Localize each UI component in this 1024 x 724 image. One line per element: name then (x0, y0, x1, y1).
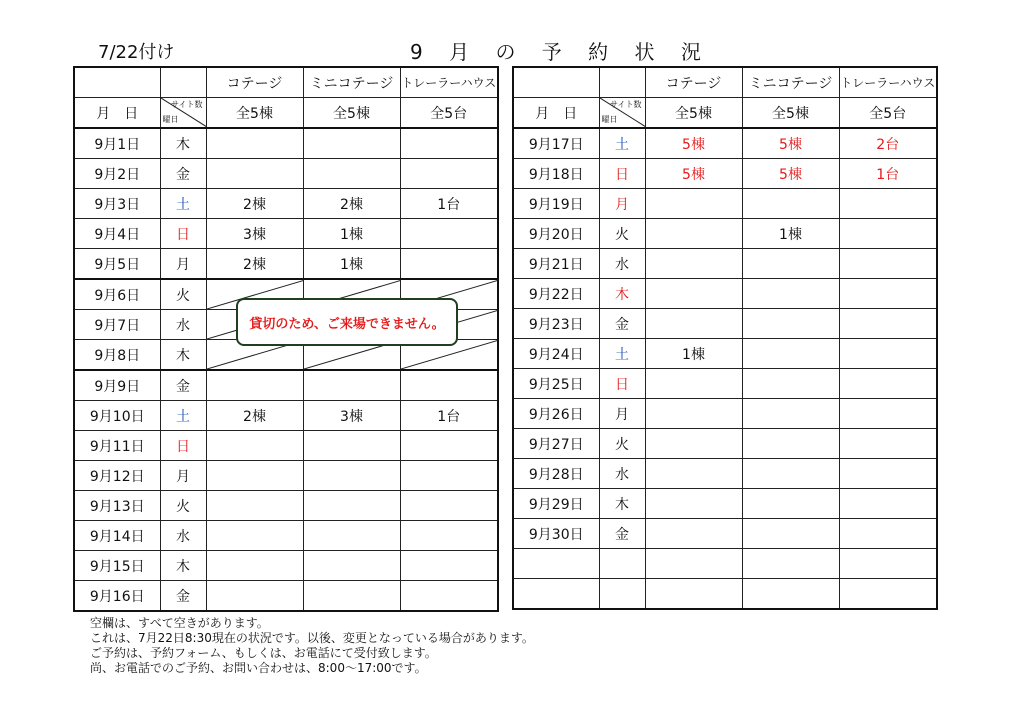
cottage-cell (645, 549, 742, 579)
table-row (74, 128, 498, 159)
weekday-cell: 水 (160, 521, 206, 551)
capacity-mini-cottage: 全5棟 (742, 98, 839, 129)
cottage-cell (645, 189, 742, 219)
weekday-cell: 月 (160, 461, 206, 491)
date-cell: 9月14日 (74, 521, 160, 551)
weekday-cell: 水 (599, 249, 645, 279)
date-cell: 9月29日 (513, 489, 599, 519)
weekday-cell (599, 549, 645, 579)
date-cell: 9月1日 (74, 128, 160, 159)
date-cell: 9月22日 (513, 279, 599, 309)
date-cell: 9月18日 (513, 159, 599, 189)
weekday-cell: 火 (160, 491, 206, 521)
trailer-cell: 1台 (400, 401, 498, 431)
trailer-cell (400, 159, 498, 189)
weekday-cell: 日 (599, 369, 645, 399)
table-row (513, 519, 937, 549)
table-row (513, 579, 937, 610)
trailer-cell (839, 339, 937, 369)
date-cell: 9月24日 (513, 339, 599, 369)
schedule-table-right (512, 66, 938, 610)
footer-line: ご予約は、予約フォーム、もしくは、お電話にて受付致します。 (90, 646, 437, 660)
footer-line: これは、7月22日8:30現在の状況です。以後、変更となっている場合があります。 (90, 631, 534, 645)
weekday-cell: 水 (599, 459, 645, 489)
table-row (513, 369, 937, 399)
capacity-trailer: 全5台 (839, 98, 937, 129)
weekday-cell: 土 (160, 189, 206, 219)
trailer-cell (400, 461, 498, 491)
weekday-cell: 日 (160, 219, 206, 249)
trailer-cell (400, 128, 498, 159)
site-count-label: サイト数 (171, 100, 203, 109)
date-cell: 9月13日 (74, 491, 160, 521)
cottage-cell (645, 369, 742, 399)
cottage-cell (645, 249, 742, 279)
footer-line: 尚、お電話でのご予約、お問い合わせは、8:00～17:00です。 (90, 661, 427, 675)
page-title: 9 月 の 予 約 状 況 (410, 40, 711, 64)
mini-cell (742, 459, 839, 489)
weekday-cell: 木 (160, 128, 206, 159)
cottage-cell (206, 581, 303, 612)
table-row (513, 429, 937, 459)
weekday-cell: 土 (599, 128, 645, 159)
col-header-mini-cottage: ミニコテージ (303, 67, 400, 98)
mini-cell (742, 339, 839, 369)
weekday-cell (599, 579, 645, 610)
col-header-site-weekday (160, 98, 206, 129)
cottage-cell (206, 128, 303, 159)
date-cell: 9月9日 (74, 370, 160, 401)
weekday-cell: 金 (160, 159, 206, 189)
table-row (513, 189, 937, 219)
col-header-site-weekday (599, 98, 645, 129)
header-row-types (513, 67, 937, 98)
date-cell: 9月30日 (513, 519, 599, 549)
footer-notes (90, 616, 534, 676)
mini-cell (303, 431, 400, 461)
trailer-cell: 2台 (839, 128, 937, 159)
table-row (513, 399, 937, 429)
table-row (74, 219, 498, 249)
weekday-cell: 月 (160, 249, 206, 280)
cottage-cell: 1棟 (645, 339, 742, 369)
weekday-cell: 金 (160, 581, 206, 612)
weekday-cell: 土 (160, 401, 206, 431)
mini-cell (742, 579, 839, 610)
table-row (74, 189, 498, 219)
weekday-cell: 金 (599, 309, 645, 339)
site-count-label: サイト数 (610, 100, 642, 109)
weekday-cell: 火 (599, 429, 645, 459)
trailer-cell (839, 309, 937, 339)
trailer-cell (400, 581, 498, 612)
date-cell: 9月12日 (74, 461, 160, 491)
header-row-types (74, 67, 498, 98)
date-cell: 9月11日 (74, 431, 160, 461)
weekday-cell: 木 (160, 340, 206, 371)
table-row (513, 549, 937, 579)
date-cell: 9月27日 (513, 429, 599, 459)
mini-cell: 5棟 (742, 159, 839, 189)
trailer-cell (839, 579, 937, 610)
header-row-capacity (74, 98, 498, 129)
date-cell: 9月3日 (74, 189, 160, 219)
col-header-mini-cottage: ミニコテージ (742, 67, 839, 98)
weekday-cell: 日 (160, 431, 206, 461)
table-row (513, 309, 937, 339)
mini-cell (742, 429, 839, 459)
date-cell (513, 549, 599, 579)
mini-cell (303, 370, 400, 401)
cottage-cell (645, 219, 742, 249)
trailer-cell (400, 249, 498, 280)
weekday-cell: 金 (599, 519, 645, 549)
cottage-cell (645, 579, 742, 610)
cottage-cell (645, 519, 742, 549)
mini-cell (742, 369, 839, 399)
cottage-cell (206, 370, 303, 401)
date-cell (513, 579, 599, 610)
trailer-cell (839, 249, 937, 279)
capacity-trailer: 全5台 (400, 98, 498, 129)
date-cell: 9月4日 (74, 219, 160, 249)
date-cell: 9月28日 (513, 459, 599, 489)
cottage-cell (206, 431, 303, 461)
cottage-cell: 5棟 (645, 128, 742, 159)
mini-cell: 2棟 (303, 189, 400, 219)
capacity-mini-cottage: 全5棟 (303, 98, 400, 129)
date-cell: 9月23日 (513, 309, 599, 339)
trailer-cell (839, 369, 937, 399)
cottage-cell: 2棟 (206, 401, 303, 431)
table-row (74, 370, 498, 401)
weekday-cell: 木 (599, 489, 645, 519)
mini-cell (742, 189, 839, 219)
date-cell: 9月21日 (513, 249, 599, 279)
mini-cell (742, 489, 839, 519)
trailer-cell (839, 399, 937, 429)
col-header-cottage: コテージ (206, 67, 303, 98)
footer-line: 空欄は、すべて空きがあります。 (90, 616, 269, 630)
weekday-cell: 火 (160, 279, 206, 310)
mini-cell (742, 519, 839, 549)
weekday-cell: 月 (599, 399, 645, 429)
mini-cell (742, 399, 839, 429)
cottage-cell: 2棟 (206, 189, 303, 219)
date-cell: 9月17日 (513, 128, 599, 159)
table-row (513, 489, 937, 519)
document-date: 7/22付け (98, 42, 175, 63)
mini-cell (303, 128, 400, 159)
table-row (74, 159, 498, 189)
cottage-cell (645, 429, 742, 459)
mini-cell (303, 581, 400, 612)
header-row-capacity (513, 98, 937, 129)
table-row (74, 521, 498, 551)
capacity-cottage: 全5棟 (645, 98, 742, 129)
trailer-cell (839, 219, 937, 249)
table-row (74, 491, 498, 521)
trailer-cell (400, 431, 498, 461)
table-row (74, 431, 498, 461)
trailer-cell (400, 219, 498, 249)
cottage-cell: 5棟 (645, 159, 742, 189)
trailer-cell (839, 549, 937, 579)
weekday-cell: 火 (599, 219, 645, 249)
mini-cell (303, 521, 400, 551)
trailer-cell (400, 491, 498, 521)
table-row (74, 461, 498, 491)
trailer-cell (400, 551, 498, 581)
table-row (513, 159, 937, 189)
table-row (74, 581, 498, 612)
date-cell: 9月20日 (513, 219, 599, 249)
cottage-cell (645, 489, 742, 519)
mini-cell (303, 491, 400, 521)
trailer-cell (839, 519, 937, 549)
mini-cell (303, 461, 400, 491)
table-row (513, 459, 937, 489)
table-row (74, 551, 498, 581)
mini-cell (742, 249, 839, 279)
trailer-cell: 1台 (839, 159, 937, 189)
mini-cell (742, 279, 839, 309)
weekday-cell: 水 (160, 310, 206, 340)
cottage-cell (206, 159, 303, 189)
weekday-cell: 木 (599, 279, 645, 309)
cottage-cell (206, 521, 303, 551)
weekday-label: 曜日 (162, 115, 179, 124)
trailer-cell (839, 459, 937, 489)
weekday-cell: 土 (599, 339, 645, 369)
trailer-cell (839, 189, 937, 219)
mini-cell: 1棟 (742, 219, 839, 249)
date-cell: 9月8日 (74, 340, 160, 371)
cottage-cell (206, 461, 303, 491)
weekday-label: 曜日 (601, 115, 618, 124)
header-blank (513, 67, 599, 98)
date-cell: 9月7日 (74, 310, 160, 340)
table-row (513, 249, 937, 279)
header-blank (160, 67, 206, 98)
mini-cell: 1棟 (303, 249, 400, 280)
mini-cell: 3棟 (303, 401, 400, 431)
weekday-cell: 金 (160, 370, 206, 401)
col-header-cottage: コテージ (645, 67, 742, 98)
table-row (513, 219, 937, 249)
weekday-cell: 木 (160, 551, 206, 581)
cottage-cell (206, 551, 303, 581)
date-cell: 9月10日 (74, 401, 160, 431)
header-blank (74, 67, 160, 98)
mini-cell: 5棟 (742, 128, 839, 159)
cottage-cell (645, 399, 742, 429)
cottage-cell (206, 491, 303, 521)
col-header-date: 月 日 (513, 98, 599, 129)
table-row (513, 128, 937, 159)
date-cell: 9月19日 (513, 189, 599, 219)
col-header-date: 月 日 (74, 98, 160, 129)
mini-cell (742, 549, 839, 579)
date-cell: 9月6日 (74, 279, 160, 310)
capacity-cottage: 全5棟 (206, 98, 303, 129)
table-row (74, 249, 498, 280)
date-cell: 9月5日 (74, 249, 160, 280)
date-cell: 9月15日 (74, 551, 160, 581)
date-cell: 9月2日 (74, 159, 160, 189)
trailer-cell (400, 370, 498, 401)
mini-cell (303, 159, 400, 189)
trailer-cell (839, 489, 937, 519)
mini-cell (303, 551, 400, 581)
table-row (513, 279, 937, 309)
date-cell: 9月25日 (513, 369, 599, 399)
col-header-trailer: トレーラーハウス (400, 67, 498, 98)
trailer-cell (839, 279, 937, 309)
col-header-trailer: トレーラーハウス (839, 67, 937, 98)
date-cell: 9月26日 (513, 399, 599, 429)
cottage-cell: 2棟 (206, 249, 303, 280)
date-cell: 9月16日 (74, 581, 160, 612)
table-row (513, 339, 937, 369)
weekday-cell: 月 (599, 189, 645, 219)
mini-cell: 1棟 (303, 219, 400, 249)
charter-notice: 貸切のため、ご来場できません。 (236, 298, 458, 346)
weekday-cell: 日 (599, 159, 645, 189)
mini-cell (742, 309, 839, 339)
cottage-cell (645, 309, 742, 339)
cottage-cell (645, 279, 742, 309)
trailer-cell: 1台 (400, 189, 498, 219)
cottage-cell (645, 459, 742, 489)
trailer-cell (839, 429, 937, 459)
header-blank (599, 67, 645, 98)
trailer-cell (400, 521, 498, 551)
cottage-cell: 3棟 (206, 219, 303, 249)
table-row (74, 401, 498, 431)
